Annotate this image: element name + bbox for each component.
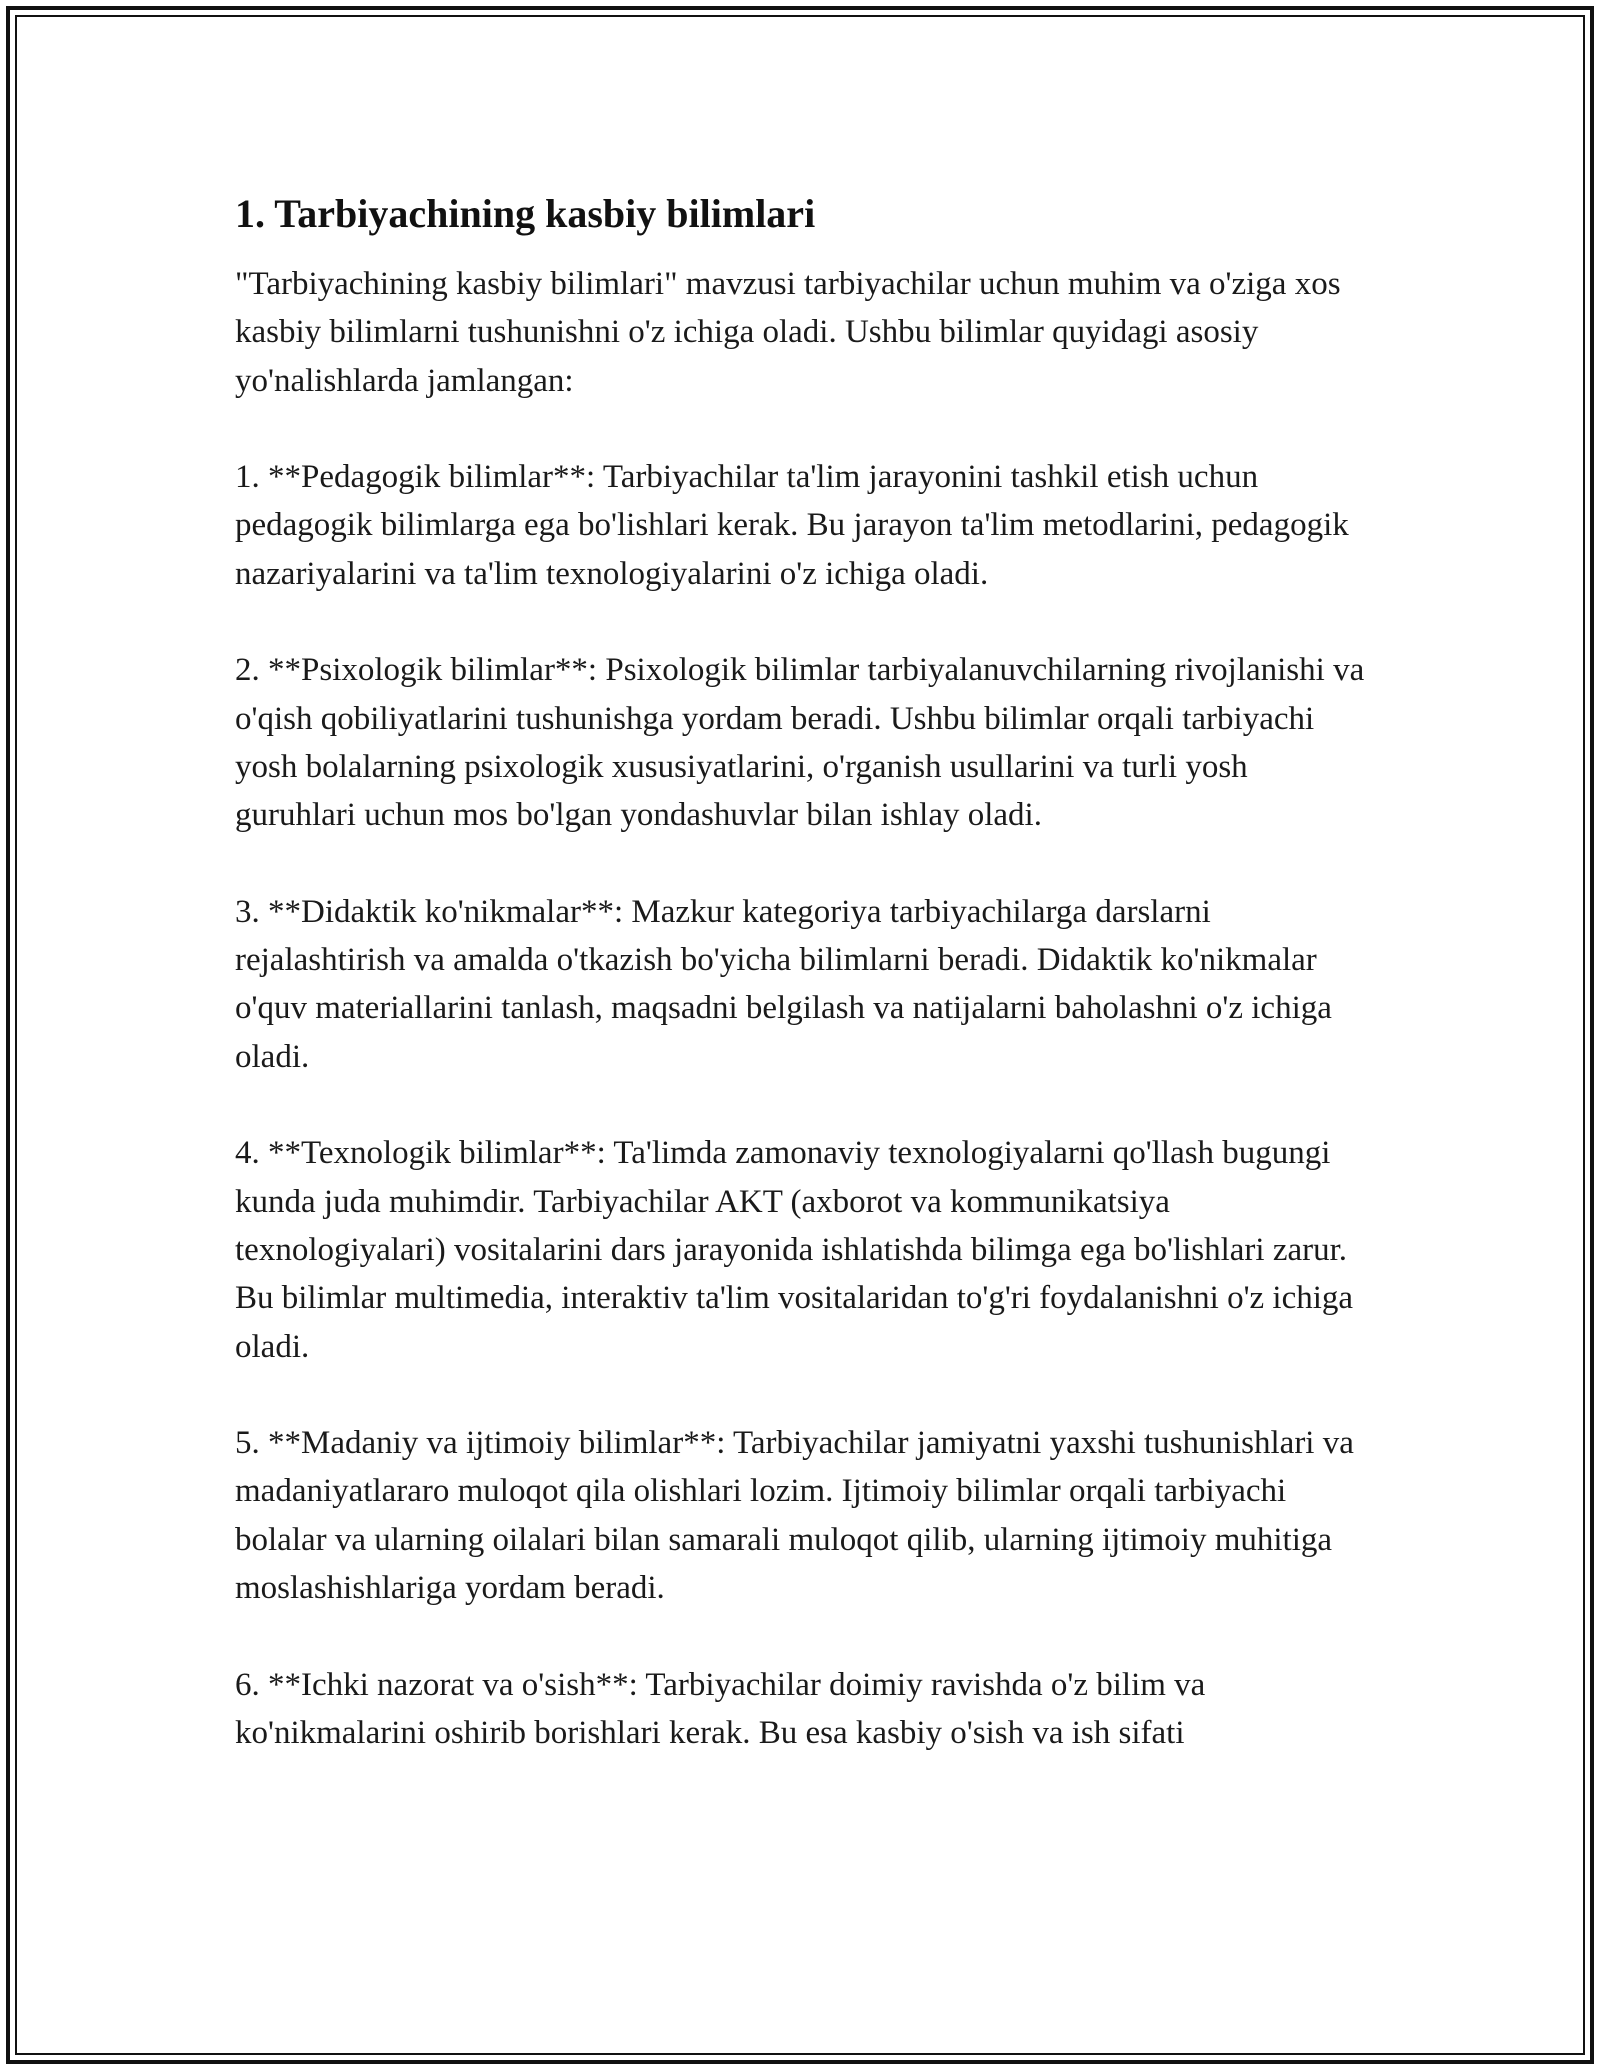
document-body xyxy=(235,186,1375,1806)
paragraph-internal-control-growth: 6. **Ichki nazorat va o'sish**: Tarbiyachilar doimiy ravishda o'z bilim va ko'nikmalarini oshirib borishlari kerak. Bu esa kasbiy o'sish va ish sifati xyxy=(235,1666,1206,1751)
paragraph-technological-knowledge: 4. **Texnologik bilimlar**: Ta'limda zamonaviy texnologiyalarni qo'llash bugungi kunda juda muhimdir. Tarbiyachilar AKT (axborot va kommunikatsiya texnologiyalari) vositalarini dars jarayonida ishlatishda bilimga ega bo'lishlari zarur. Bu bilimlar multimedia, interaktiv ta'lim vositalaridan to'g'ri foydalanishni o'z ichiga oladi. xyxy=(235,1135,1354,1365)
intro-paragraph: "Tarbiyachining kasbiy bilimlari" mavzusi tarbiyachilar uchun muhim va o'ziga xos kasbiy bilimlarni tushunishni o'z ichiga oladi. Ushbu bilimlar quyidagi asosiy yo'nalishlarda jamlangan: xyxy=(235,266,1341,399)
document-heading: 1. Tarbiyachining kasbiy bilimlari xyxy=(235,191,816,236)
paragraph-cultural-social-knowledge: 5. **Madaniy va ijtimoiy bilimlar**: Tarbiyachilar jamiyatni yaxshi tushunishlari va madaniyatlararo muloqot qila olishlari lozim. Ijtimoiy bilimlar orqali tarbiyachi bolalar va ularning oilalari bilan samarali muloqot qilib, ularning ijtimoiy muhitiga moslashishlariga yordam beradi. xyxy=(235,1425,1354,1607)
paragraph-psychological-knowledge: 2. **Psixologik bilimlar**: Psixologik bilimlar tarbiyalanuvchilarning rivojlanishi va o'qish qobiliyatlarini tushunishga yordam beradi. Ushbu bilimlar orqali tarbiyachi yosh bolalarning psixologik xususiyatlarini, o'rganish usullarini va turli yosh guruhlari uchun mos bo'lgan yondashuvlar bilan ishlay oladi. xyxy=(235,652,1365,834)
paragraph-didactic-skills: 3. **Didaktik ko'nikmalar**: Mazkur kategoriya tarbiyachilarga darslarni rejalashtirish va amalda o'tkazish bo'yicha bilimlarni beradi. Didaktik ko'nikmalar o'quv materiallarini tanlash, maqsadni belgilash va natijalarni baholashni o'z ichiga oladi. xyxy=(235,893,1332,1075)
paragraph-pedagogical-knowledge: 1. **Pedagogik bilimlar**: Tarbiyachilar ta'lim jarayonini tashkil etish uchun pedagogik bilimlarga ega bo'lishlari kerak. Bu jarayon ta'lim metodlarini, pedagogik nazariyalarini va ta'lim texnologiyalarini o'z ichiga oladi. xyxy=(235,459,1349,592)
